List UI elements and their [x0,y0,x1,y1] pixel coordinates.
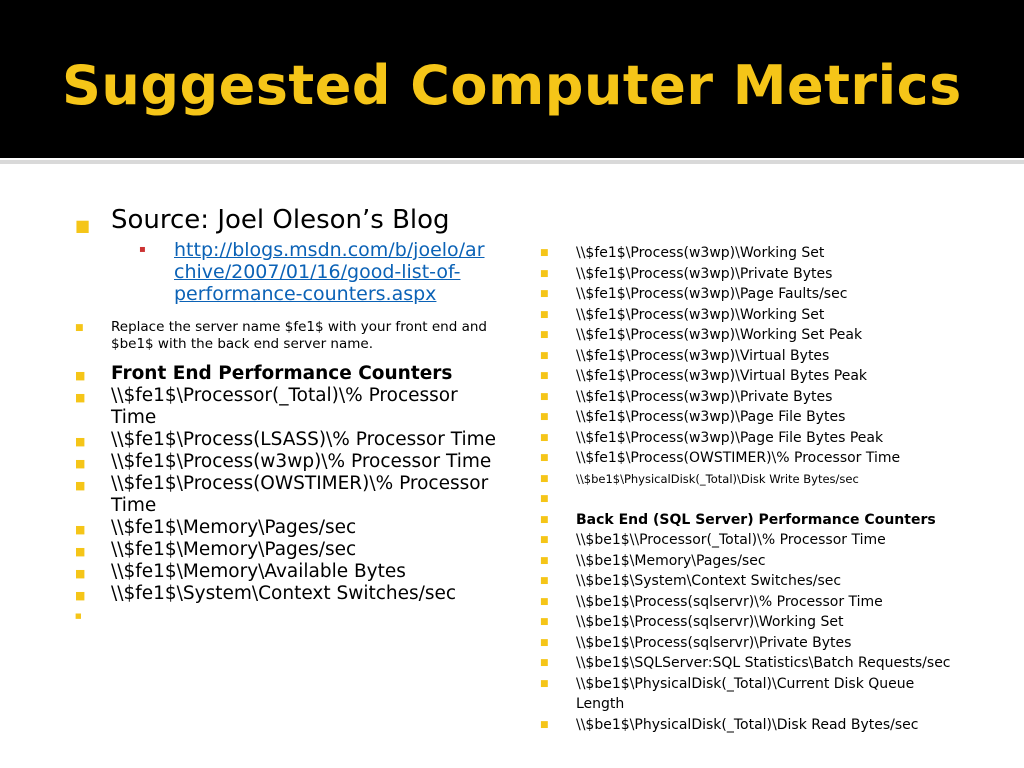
bullet-icon: ■ [540,494,549,504]
counter-item-text: \\$fe1$\Process(w3wp)\Working Set [576,306,825,323]
bullet-icon: ■ [540,576,549,586]
bullet-icon: ■ [540,658,549,668]
bullet-icon: ■ [540,268,549,279]
bullet-icon: ■ [540,637,549,648]
front-end-counter-text: \\$fe1$\Process(LSASS)\% Processor Time [111,429,497,450]
counter-item [540,448,980,469]
front-end-counter [75,429,505,451]
front-end-header-text: Front End Performance Counters [111,363,453,384]
link-bullet [139,239,505,305]
back-end-header-text: Back End (SQL Server) Performance Counters [576,511,936,528]
front-end-counter-text: \\$fe1$\Memory\Available Bytes [111,561,406,582]
bullet-icon: ■ [540,678,549,689]
front-end-counter [75,385,505,429]
back-end-counter-text: \\$be1$\Process(sqlservr)\Working Set [576,614,844,630]
bullet-icon: ■ [75,479,86,492]
bullet-icon: ■ [540,555,549,566]
back-end-counter-text: \\$be1$\\Processor(_Total)\% Processor Time [576,532,886,548]
counter-item [540,407,980,428]
bullet-icon: ■ [540,248,549,258]
bullet-icon: ■ [540,412,549,422]
bullet-icon: ■ [540,371,549,381]
bullet-icon: ■ [540,719,549,730]
slide-title: Suggested Computer Metrics [62,54,962,117]
bullet-icon: ■ [540,391,549,402]
title-divider [0,160,1024,164]
back-end-counter-text: \\$be1$\Process(sqlservr)\Private Bytes [576,634,852,651]
right-top-list [540,243,980,469]
bullet-icon: ■ [75,435,86,448]
counter-item [540,305,980,326]
back-end-counter [540,674,946,715]
counter-item [540,428,980,449]
front-end-counter [75,583,505,605]
bullet-icon: ■ [75,216,91,235]
disk-write-item [540,469,980,490]
counter-item-text: \\$fe1$\Process(w3wp)\Virtual Bytes Peak [576,368,868,384]
source-text: Source: Joel Oleson’s Blog [111,205,450,235]
front-end-counter-text: \\$fe1$\System\Context Switches/sec [111,583,457,604]
bullet-icon: ■ [75,567,86,580]
front-end-counter [75,451,505,473]
empty-bullet [540,489,980,510]
front-end-counter [75,561,505,583]
front-end-header [75,363,505,385]
counter-item [540,284,980,305]
bullet-icon: ■ [75,391,86,404]
left-column [75,205,505,619]
bullet-icon: ■ [75,612,82,620]
counter-item-text: \\$fe1$\Process(w3wp)\Page File Bytes [576,409,846,425]
bullet-icon: ■ [540,289,549,299]
counter-item [540,264,980,285]
back-end-counter-text: \\$be1$\PhysicalDisk(_Total)\Current Disk Queue Length [576,675,915,712]
front-end-counter-text: \\$fe1$\Memory\Pages/sec [111,517,357,538]
front-end-counter [75,473,505,517]
bullet-icon: ■ [75,545,86,558]
back-end-counter [540,571,980,592]
counter-item [540,346,980,367]
counter-item [540,325,980,346]
bullet-icon: ■ [75,323,84,333]
note-bullet [75,319,505,353]
back-end-counter-text: \\$be1$\Memory\Pages/sec [576,552,766,569]
bullet-icon: ▪ [139,244,146,255]
right-column [540,243,980,735]
bullet-icon: ■ [540,309,549,320]
counter-item-text: \\$fe1$\Process(w3wp)\Private Bytes [576,265,833,282]
back-end-counter [540,551,980,572]
note-text: Replace the server name $fe1$ with your front end and $be1$ with the back end server name. [111,319,487,352]
bullet-icon: ■ [540,330,549,340]
bullet-icon: ■ [75,369,86,382]
back-end-counter [540,530,980,551]
bullet-icon: ■ [540,596,549,607]
bullet-icon: ■ [540,453,549,463]
counter-item-text: \\$fe1$\Process(w3wp)\Private Bytes [576,388,833,405]
back-end-counter [540,633,980,654]
source-bullet [75,205,505,235]
bullet-icon: ■ [75,457,86,470]
back-end-counter-text: \\$be1$\SQLServer:SQL Statistics\Batch Requests/sec [576,655,951,671]
back-end-list [540,530,980,735]
counter-item-text: \\$fe1$\Process(w3wp)\Virtual Bytes [576,347,830,364]
bullet-icon: ■ [540,514,549,525]
counter-item-text: \\$fe1$\Process(OWSTIMER)\% Processor Time [576,450,901,466]
bullet-icon: ■ [540,350,549,361]
back-end-counter [540,653,980,674]
counter-item [540,387,980,408]
bullet-icon: ■ [540,473,549,484]
back-end-counter [540,592,980,613]
counter-item [540,366,980,387]
title-bar [0,0,1024,158]
back-end-counter [540,612,980,633]
front-end-counter-text: \\$fe1$\Processor(_Total)\% Processor Time [111,385,458,428]
counter-item [540,243,980,264]
back-end-counter-text: \\$be1$\System\Context Switches/sec [576,573,842,589]
front-end-counter [75,539,505,561]
bullet-icon: ■ [75,589,86,602]
back-end-counter-text: \\$be1$\Process(sqlservr)\% Processor Time [576,593,883,610]
counter-item-text: \\$fe1$\Process(w3wp)\Page Faults/sec [576,286,848,302]
bullet-icon: ■ [540,535,549,545]
bullet-icon: ■ [540,432,549,443]
front-end-counter-text: \\$fe1$\Process(w3wp)\% Processor Time [111,451,492,472]
back-end-counter [540,715,980,736]
empty-bullet [75,605,505,619]
front-end-counter [75,517,505,539]
counter-item-text: \\$fe1$\Process(w3wp)\Working Set [576,245,825,261]
back-end-header [540,510,980,531]
front-end-list [75,385,505,605]
blog-link[interactable]: http://blogs.msdn.com/b/joelo/ar chive/2007/01/16/good-list-of- performance-counters.aspx [174,239,485,305]
bullet-icon: ■ [540,617,549,627]
disk-write-text: \\$be1$\PhysicalDisk(_Total)\Disk Write Bytes/sec [576,471,859,486]
front-end-counter-text: \\$fe1$\Process(OWSTIMER)\% Processor Time [111,473,489,516]
bullet-icon: ■ [75,523,86,536]
counter-item-text: \\$fe1$\Process(w3wp)\Working Set Peak [576,327,863,343]
counter-item-text: \\$fe1$\Process(w3wp)\Page File Bytes Peak [576,429,884,446]
front-end-counter-text: \\$fe1$\Memory\Pages/sec [111,539,357,560]
back-end-counter-text: \\$be1$\PhysicalDisk(_Total)\Disk Read Bytes/sec [576,716,919,733]
